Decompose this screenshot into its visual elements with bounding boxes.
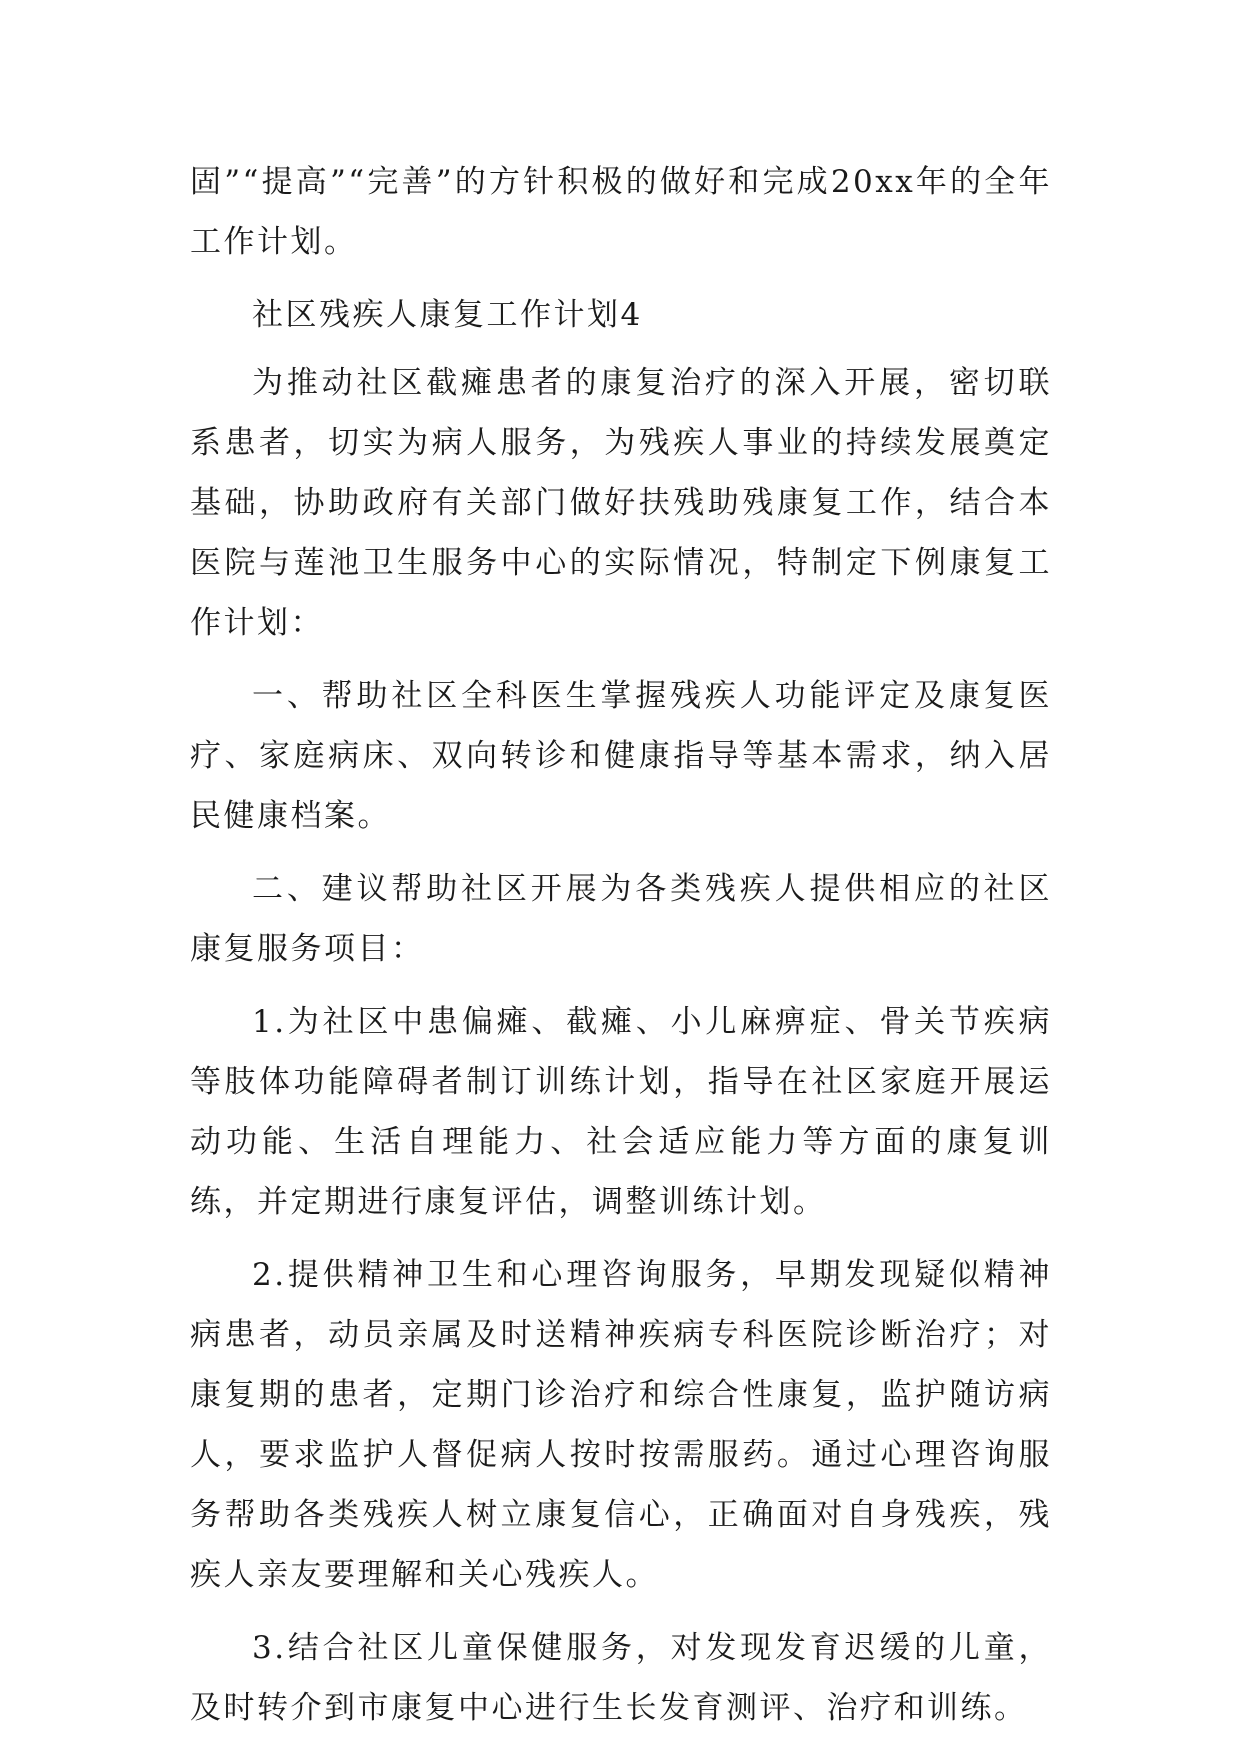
- paragraph-subitem-2: 2.提供精神卫生和心理咨询服务，早期发现疑似精神病患者，动员亲属及时送精神疾病专科医院诊断治疗；对康复期的患者，定期门诊治疗和综合性康复，监护随访病人，要求监护人督促病人按时按需服药。通过心理咨询服务帮助各类残疾人树立康复信心，正确面对自身残疾，残疾人亲友要理解和关心残疾人。: [190, 1257, 1052, 1593]
- paragraph-continuation: 固”“提高”“完善”的方针积极的做好和完成20xx年的全年工作计划。: [190, 164, 1052, 260]
- paragraph-item-one: 一、帮助社区全科医生掌握残疾人功能评定及康复医疗、家庭病床、双向转诊和健康指导等基本需求，纳入居民健康档案。: [190, 678, 1052, 834]
- document-body: [190, 152, 1052, 1751]
- paragraph-subitem-1: 1.为社区中患偏瘫、截瘫、小儿麻痹症、骨关节疾病等肢体功能障碍者制订训练计划，指导在社区家庭开展运动功能、生活自理能力、社会适应能力等方面的康复训练，并定期进行康复评估，调整训练计划。: [190, 1004, 1052, 1220]
- section-title: 社区残疾人康复工作计划4: [252, 297, 643, 333]
- paragraph-item-two: 二、建议帮助社区开展为各类残疾人提供相应的社区康复服务项目：: [190, 871, 1052, 967]
- paragraph-subitem-3: 3.结合社区儿童保健服务，对发现发育迟缓的儿童，及时转介到市康复中心进行生长发育测评、治疗和训练。: [190, 1630, 1052, 1726]
- paragraph-intro: 为推动社区截瘫患者的康复治疗的深入开展，密切联系患者，切实为病人服务，为残疾人事业的持续发展奠定基础，协助政府有关部门做好扶残助残康复工作，结合本医院与莲池卫生服务中心的实际情况，特制定下例康复工作计划：: [190, 365, 1052, 641]
